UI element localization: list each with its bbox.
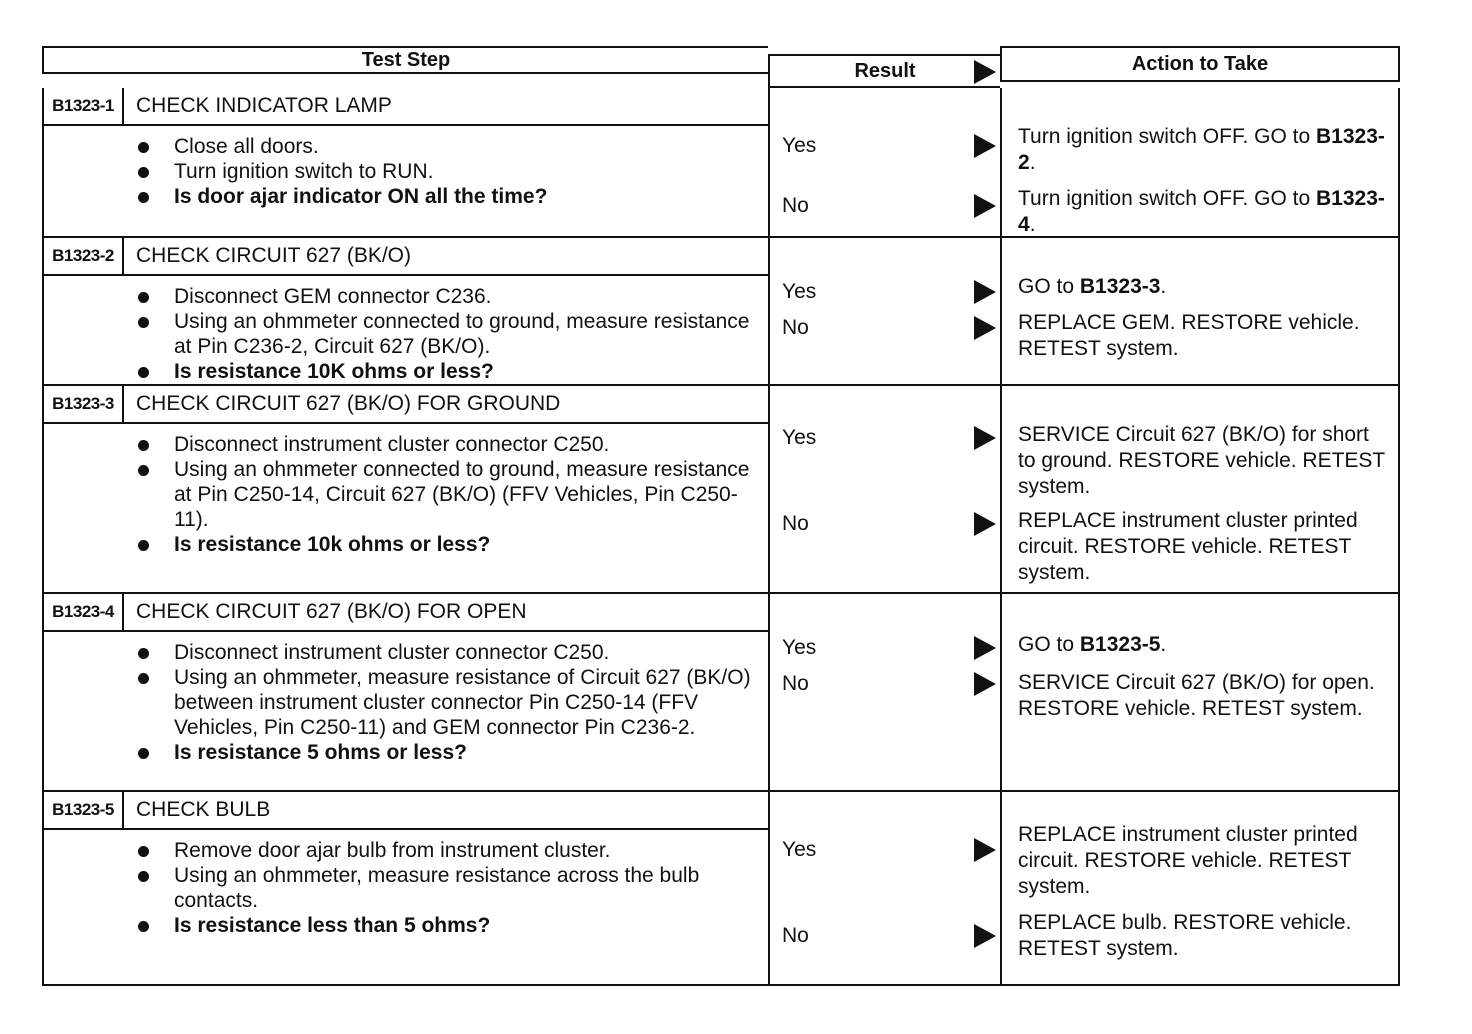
result-cell xyxy=(768,792,1000,984)
step-code: B1323-2 xyxy=(44,238,124,274)
action-post: . xyxy=(1029,151,1036,174)
bullet-icon xyxy=(138,846,149,857)
action-cell xyxy=(1000,386,1400,592)
bullet-icon xyxy=(138,167,149,178)
header-action: Action to Take xyxy=(1000,46,1400,82)
step-bullet-list xyxy=(44,640,768,765)
arrow-icon xyxy=(974,672,996,696)
bullet-text: Disconnect instrument cluster connector C250. xyxy=(174,641,610,664)
result-label: Yes xyxy=(782,636,817,659)
bullet-icon xyxy=(138,648,149,659)
action-pre: SERVICE Circuit 627 (BK/O) for open. RESTORE vehicle. RETEST system. xyxy=(1018,671,1375,720)
bullet-text: Using an ohmmeter connected to ground, measure resistance at Pin C250-14, Circuit 627 (BK/O) (FFV Vehicles, Pin C250-11). xyxy=(174,458,750,531)
action-pre: REPLACE instrument cluster printed circuit. RESTORE vehicle. RETEST system. xyxy=(1018,509,1358,584)
step-titlebar xyxy=(44,238,768,276)
result-no xyxy=(782,670,1000,698)
header-result-label: Result xyxy=(854,59,916,82)
result-yes xyxy=(782,278,1000,306)
result-cell xyxy=(768,386,1000,592)
step-code: B1323-5 xyxy=(44,792,124,828)
action-text xyxy=(1018,274,1392,300)
step-title: CHECK INDICATOR LAMP xyxy=(136,94,392,117)
list-item xyxy=(134,665,768,740)
arrow-icon xyxy=(974,60,996,84)
result-cell xyxy=(768,594,1000,790)
action-pre: Turn ignition switch OFF. GO to xyxy=(1018,125,1316,148)
result-no xyxy=(782,192,1000,220)
bullet-text: Using an ohmmeter, measure resistance across the bulb contacts. xyxy=(174,864,700,912)
result-cell xyxy=(768,238,1000,384)
bullet-text: Close all doors. xyxy=(174,135,319,158)
bullet-text: Turn ignition switch to RUN. xyxy=(174,160,434,183)
result-yes xyxy=(782,836,1000,864)
result-label: Yes xyxy=(782,426,817,449)
step-code: B1323-1 xyxy=(44,88,124,124)
bullet-icon xyxy=(138,192,149,203)
result-cell xyxy=(768,88,1000,236)
question-text: Is resistance less than 5 ohms? xyxy=(174,914,491,937)
test-step-row xyxy=(42,594,1400,792)
bullet-icon xyxy=(138,142,149,153)
action-post: . xyxy=(1160,275,1167,298)
list-item xyxy=(134,432,768,457)
result-yes xyxy=(782,634,1000,662)
table-body xyxy=(42,88,1400,986)
list-item xyxy=(134,863,768,913)
step-titlebar xyxy=(44,88,768,126)
bullet-icon xyxy=(138,540,149,551)
bullet-text: Using an ohmmeter connected to ground, measure resistance at Pin C236-2, Circuit 627 (BK/O). xyxy=(174,310,750,358)
arrow-icon xyxy=(974,512,996,536)
step-bullet-list xyxy=(44,432,768,557)
list-item xyxy=(134,838,768,863)
test-step-row xyxy=(42,88,1400,238)
step-question xyxy=(134,359,768,384)
action-cell xyxy=(1000,792,1400,984)
step-bullet-list xyxy=(44,284,768,384)
list-item xyxy=(134,134,768,159)
bullet-icon xyxy=(138,367,149,378)
step-title: CHECK CIRCUIT 627 (BK/O) xyxy=(136,244,411,267)
step-title: CHECK CIRCUIT 627 (BK/O) FOR OPEN xyxy=(136,600,527,623)
step-title: CHECK CIRCUIT 627 (BK/O) FOR GROUND xyxy=(136,392,561,415)
result-label: No xyxy=(782,672,809,695)
test-step-row xyxy=(42,238,1400,386)
list-item xyxy=(134,284,768,309)
result-label: Yes xyxy=(782,280,817,303)
action-text xyxy=(1018,822,1392,900)
result-label: Yes xyxy=(782,838,817,861)
action-text xyxy=(1018,422,1392,500)
arrow-icon xyxy=(974,636,996,660)
action-step-ref: B1323-3 xyxy=(1079,275,1161,298)
question-text: Is resistance 10K ohms or less? xyxy=(174,360,494,383)
action-cell xyxy=(1000,238,1400,384)
test-step-cell xyxy=(42,792,768,984)
result-no xyxy=(782,510,1000,538)
step-titlebar xyxy=(44,594,768,632)
bullet-text: Disconnect GEM connector C236. xyxy=(174,285,492,308)
step-question xyxy=(134,184,768,209)
arrow-icon xyxy=(974,924,996,948)
action-pre: Turn ignition switch OFF. GO to xyxy=(1018,187,1316,210)
action-text xyxy=(1018,670,1392,722)
action-text xyxy=(1018,124,1392,176)
result-yes xyxy=(782,132,1000,160)
bullet-icon xyxy=(138,673,149,684)
bullet-icon xyxy=(138,292,149,303)
step-titlebar xyxy=(44,386,768,424)
action-step-ref: B1323-4 xyxy=(1018,187,1385,236)
arrow-icon xyxy=(974,316,996,340)
action-cell xyxy=(1000,594,1400,790)
action-text xyxy=(1018,632,1392,658)
bullet-icon xyxy=(138,317,149,328)
bullet-text: Remove door ajar bulb from instrument cluster. xyxy=(174,839,611,862)
result-label: Yes xyxy=(782,134,817,157)
action-step-ref: B1323-2 xyxy=(1018,125,1385,174)
step-title: CHECK BULB xyxy=(136,798,271,821)
list-item xyxy=(134,457,768,532)
bullet-icon xyxy=(138,440,149,451)
question-text: Is resistance 10k ohms or less? xyxy=(174,533,491,556)
action-text xyxy=(1018,508,1392,586)
header-result xyxy=(768,54,1000,88)
arrow-icon xyxy=(974,134,996,158)
bullet-icon xyxy=(138,465,149,476)
action-cell xyxy=(1000,88,1400,236)
test-step-cell xyxy=(42,88,768,236)
action-post: . xyxy=(1160,633,1167,656)
step-question xyxy=(134,740,768,765)
action-pre: REPLACE instrument cluster printed circuit. RESTORE vehicle. RETEST system. xyxy=(1018,823,1358,898)
action-text xyxy=(1018,186,1392,238)
result-no xyxy=(782,314,1000,342)
action-text xyxy=(1018,310,1392,362)
action-pre: REPLACE GEM. RESTORE vehicle. RETEST system. xyxy=(1018,311,1360,360)
step-bullet-list xyxy=(44,134,768,209)
diagnostic-table xyxy=(42,46,1400,990)
list-item xyxy=(134,159,768,184)
step-titlebar xyxy=(44,792,768,830)
bullet-text: Using an ohmmeter, measure resistance of Circuit 627 (BK/O) between instrument cluster connector Pin C250-14 (FFV Vehicles, Pin C250-11) and GEM connector Pin C236-2. xyxy=(174,666,751,739)
bullet-icon xyxy=(138,871,149,882)
action-step-ref: B1323-5 xyxy=(1079,633,1161,656)
step-code: B1323-3 xyxy=(44,386,124,422)
test-step-row xyxy=(42,386,1400,594)
arrow-icon xyxy=(974,838,996,862)
result-label: No xyxy=(782,512,809,535)
bullet-icon xyxy=(138,921,149,932)
step-bullet-list xyxy=(44,838,768,938)
bullet-icon xyxy=(138,748,149,759)
action-pre: GO to xyxy=(1018,633,1080,656)
action-pre: REPLACE bulb. RESTORE vehicle. RETEST system. xyxy=(1018,911,1352,960)
question-text: Is door ajar indicator ON all the time? xyxy=(174,185,548,208)
question-text: Is resistance 5 ohms or less? xyxy=(174,741,467,764)
arrow-icon xyxy=(974,426,996,450)
result-label: No xyxy=(782,194,809,217)
result-no xyxy=(782,922,1000,950)
arrow-icon xyxy=(974,280,996,304)
test-step-cell xyxy=(42,594,768,790)
test-step-cell xyxy=(42,386,768,592)
result-label: No xyxy=(782,316,809,339)
action-text xyxy=(1018,910,1392,962)
result-yes xyxy=(782,424,1000,452)
list-item xyxy=(134,309,768,359)
step-question xyxy=(134,532,768,557)
result-label: No xyxy=(782,924,809,947)
action-pre: SERVICE Circuit 627 (BK/O) for short to ground. RESTORE vehicle. RETEST system. xyxy=(1018,423,1385,498)
step-question xyxy=(134,913,768,938)
step-code: B1323-4 xyxy=(44,594,124,630)
test-step-row xyxy=(42,792,1400,986)
header-test-step: Test Step xyxy=(42,46,768,74)
arrow-icon xyxy=(974,194,996,218)
test-step-cell xyxy=(42,238,768,384)
action-post: . xyxy=(1029,213,1036,236)
action-pre: GO to xyxy=(1018,275,1080,298)
list-item xyxy=(134,640,768,665)
bullet-text: Disconnect instrument cluster connector C250. xyxy=(174,433,610,456)
